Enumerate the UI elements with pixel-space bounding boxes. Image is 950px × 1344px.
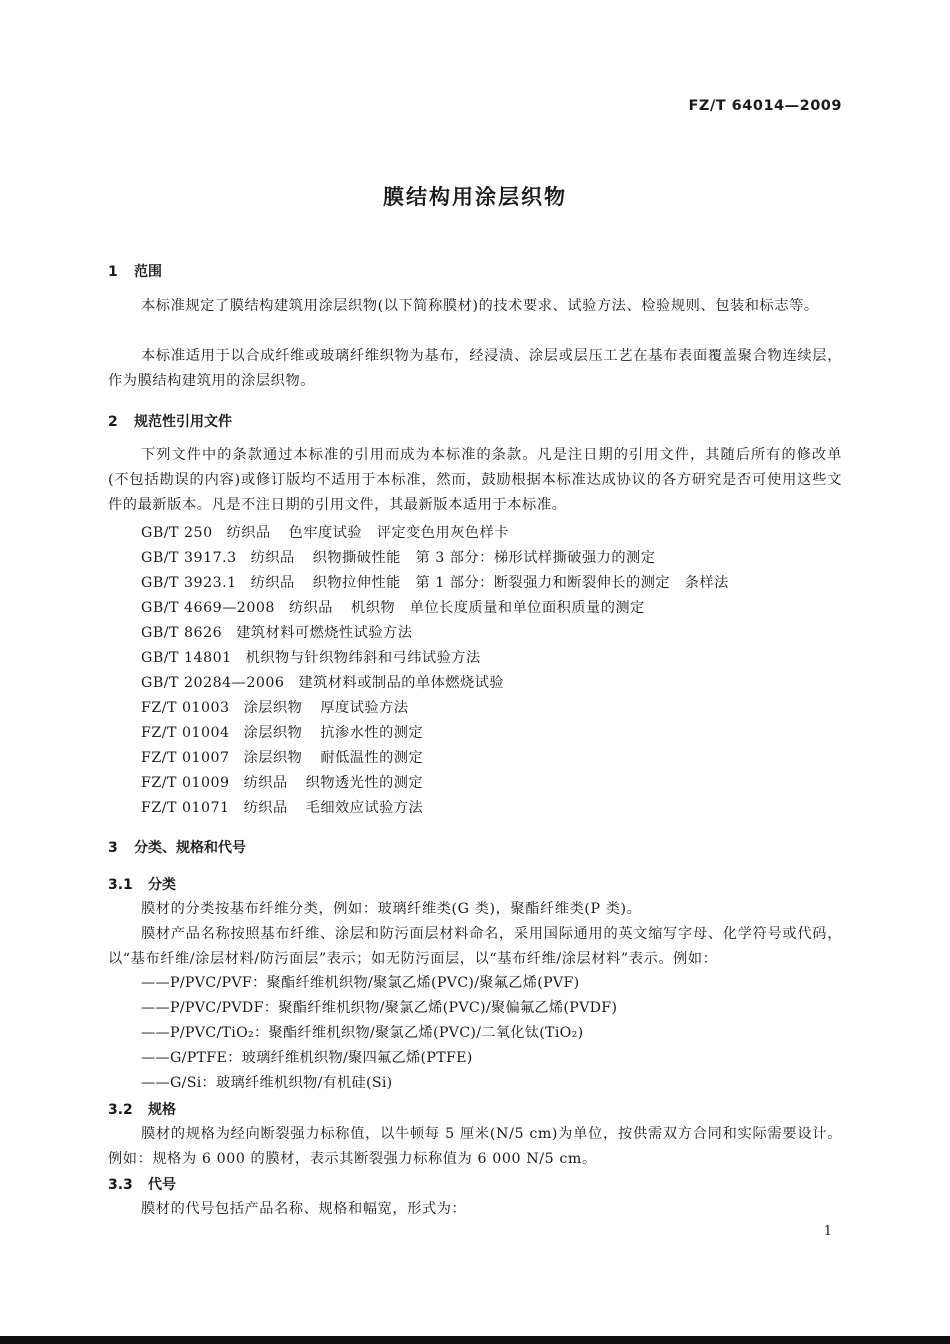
reference-name: 纺织品 xyxy=(288,600,333,616)
subsection-3-2-paragraph: 膜材的规格为经向断裂强力标称值，以牛顿每 5 厘米(N/5 cm)为单位，按供需双方合同和实际需要设计。例如：规格为 6 000 的膜材，表示其断裂强力标称值为 6 000 N/5 cm。 xyxy=(108,1126,842,1167)
reference-name: 机织物与针织物纬斜和弓纬试验方法 xyxy=(245,650,481,666)
reference-name: 涂层织物 xyxy=(243,700,303,716)
reference-subname: 毛细效应试验方法 xyxy=(305,800,424,816)
reference-name: 建筑材料可燃烧性试验方法 xyxy=(236,625,413,641)
reference-subname: 织物透光性的测定 xyxy=(305,775,424,791)
reference-code: FZ/T 01004 xyxy=(141,725,230,741)
reference-item xyxy=(141,572,729,592)
reference-code: GB/T 250 xyxy=(141,525,213,541)
reference-name: 建筑材料或制品的单体燃烧试验 xyxy=(298,675,505,691)
reference-name: 涂层织物 xyxy=(243,725,303,741)
reference-subname: 机织物 单位长度质量和单位面积质量的测定 xyxy=(351,600,645,616)
reference-item xyxy=(141,672,522,692)
bottom-edge-bar xyxy=(0,1336,950,1344)
section-3-heading xyxy=(108,837,246,857)
example-item: ——P/PVC/PVF：聚酯纤维机织物/聚氯乙烯(PVC)/聚氟乙烯(PVF) xyxy=(141,975,580,991)
document-title: 膜结构用涂层织物 xyxy=(383,185,567,209)
example-item: ——G/Si：玻璃纤维机织物/有机硅(Si) xyxy=(141,1075,393,1091)
reference-code: GB/T 14801 xyxy=(141,650,232,666)
reference-item xyxy=(141,647,499,667)
subsection-title: 规格 xyxy=(148,1102,176,1118)
section-title: 规范性引用文件 xyxy=(134,414,232,430)
subsection-number: 3.3 xyxy=(108,1177,133,1193)
example-item: ——P/PVC/TiO₂：聚酯纤维机织物/聚氯乙烯(PVC)/二氧化钛(TiO₂) xyxy=(141,1025,584,1041)
reference-name: 涂层织物 xyxy=(243,750,303,766)
subsection-title: 分类 xyxy=(148,877,176,893)
reference-name: 纺织品 xyxy=(250,550,295,566)
section-1-paragraph-2: 本标准适用于以合成纤维或玻璃纤维织物为基布，经浸渍、涂层或层压工艺在基布表面覆盖聚合物连续层，作为膜结构建筑用的涂层织物。 xyxy=(108,348,842,389)
subsection-3-1-paragraph-2: 膜材产品名称按照基布纤维、涂层和防污面层材料命名，采用国际通用的英文缩写字母、化学符号或代码，以“基布纤维/涂层材料/防污面层”表示；如无防污面层，以“基布纤维/涂层材料”表示。例如： xyxy=(108,926,842,967)
standard-number: FZ/T 64014—2009 xyxy=(688,98,842,114)
subsection-3-1-heading xyxy=(108,874,176,894)
reference-code: GB/T 3917.3 xyxy=(141,550,237,566)
reference-subname: 耐低温性的测定 xyxy=(320,750,424,766)
section-1-paragraph-1: 本标准规定了膜结构建筑用涂层织物(以下简称膜材)的技术要求、试验方法、检验规则、包装和标志等。 xyxy=(141,298,819,314)
reference-code: GB/T 4669—2008 xyxy=(141,600,275,616)
reference-code: GB/T 8626 xyxy=(141,625,223,641)
reference-code: GB/T 20284—2006 xyxy=(141,675,285,691)
section-number: 3 xyxy=(108,840,118,856)
subsection-number: 3.1 xyxy=(108,877,133,893)
reference-subname: 抗渗水性的测定 xyxy=(320,725,424,741)
section-1-heading xyxy=(108,261,162,281)
reference-code: FZ/T 01071 xyxy=(141,800,230,816)
section-2-intro: 下列文件中的条款通过本标准的引用而成为本标准的条款。凡是注日期的引用文件，其随后所有的修改单(不包括勘误的内容)或修订版均不适用于本标准，然而，鼓励根据本标准达成协议的各方研究是否可使用这些文件的最新版本。凡是不注日期的引用文件，其最新版本适用于本标准。 xyxy=(108,447,842,513)
reference-subname: 织物拉伸性能 第 1 部分：断裂强力和断裂伸长的测定 条样法 xyxy=(312,575,729,591)
reference-item xyxy=(141,797,423,817)
reference-item xyxy=(141,597,645,617)
reference-name: 纺织品 xyxy=(243,800,288,816)
reference-subname: 厚度试验方法 xyxy=(320,700,409,716)
reference-item xyxy=(141,547,655,567)
section-number: 2 xyxy=(108,414,118,430)
page-number: 1 xyxy=(823,1224,832,1239)
reference-item xyxy=(141,697,409,717)
subsection-3-3-heading xyxy=(108,1174,176,1194)
reference-code: FZ/T 01007 xyxy=(141,750,230,766)
reference-item xyxy=(141,772,423,792)
reference-item xyxy=(141,522,509,542)
section-number: 1 xyxy=(108,264,118,280)
reference-subname: 色牢度试验 评定变色用灰色样卡 xyxy=(288,525,509,541)
section-2-heading xyxy=(108,411,232,431)
section-title: 范围 xyxy=(134,264,162,280)
reference-code: FZ/T 01009 xyxy=(141,775,230,791)
reference-item xyxy=(141,622,430,642)
reference-name: 纺织品 xyxy=(226,525,271,541)
subsection-3-1-paragraph-1: 膜材的分类按基布纤维分类，例如：玻璃纤维类(G 类)，聚酯纤维类(P 类)。 xyxy=(141,901,642,917)
reference-subname: 织物撕破性能 第 3 部分：梯形试样撕破强力的测定 xyxy=(312,550,656,566)
reference-item xyxy=(141,722,423,742)
subsection-3-3-paragraph: 膜材的代号包括产品名称、规格和幅宽，形式为： xyxy=(141,1201,467,1217)
subsection-title: 代号 xyxy=(148,1177,176,1193)
reference-name: 纺织品 xyxy=(243,775,288,791)
reference-code: GB/T 3923.1 xyxy=(141,575,237,591)
subsection-number: 3.2 xyxy=(108,1102,133,1118)
example-item: ——P/PVC/PVDF：聚酯纤维机织物/聚氯乙烯(PVC)/聚偏氟乙烯(PVDF) xyxy=(141,1000,618,1016)
section-title: 分类、规格和代号 xyxy=(134,840,246,856)
reference-code: FZ/T 01003 xyxy=(141,700,230,716)
example-item: ——G/PTFE：玻璃纤维机织物/聚四氟乙烯(PTFE) xyxy=(141,1050,473,1066)
reference-name: 纺织品 xyxy=(250,575,295,591)
subsection-3-2-heading xyxy=(108,1099,176,1119)
reference-item xyxy=(141,747,423,767)
